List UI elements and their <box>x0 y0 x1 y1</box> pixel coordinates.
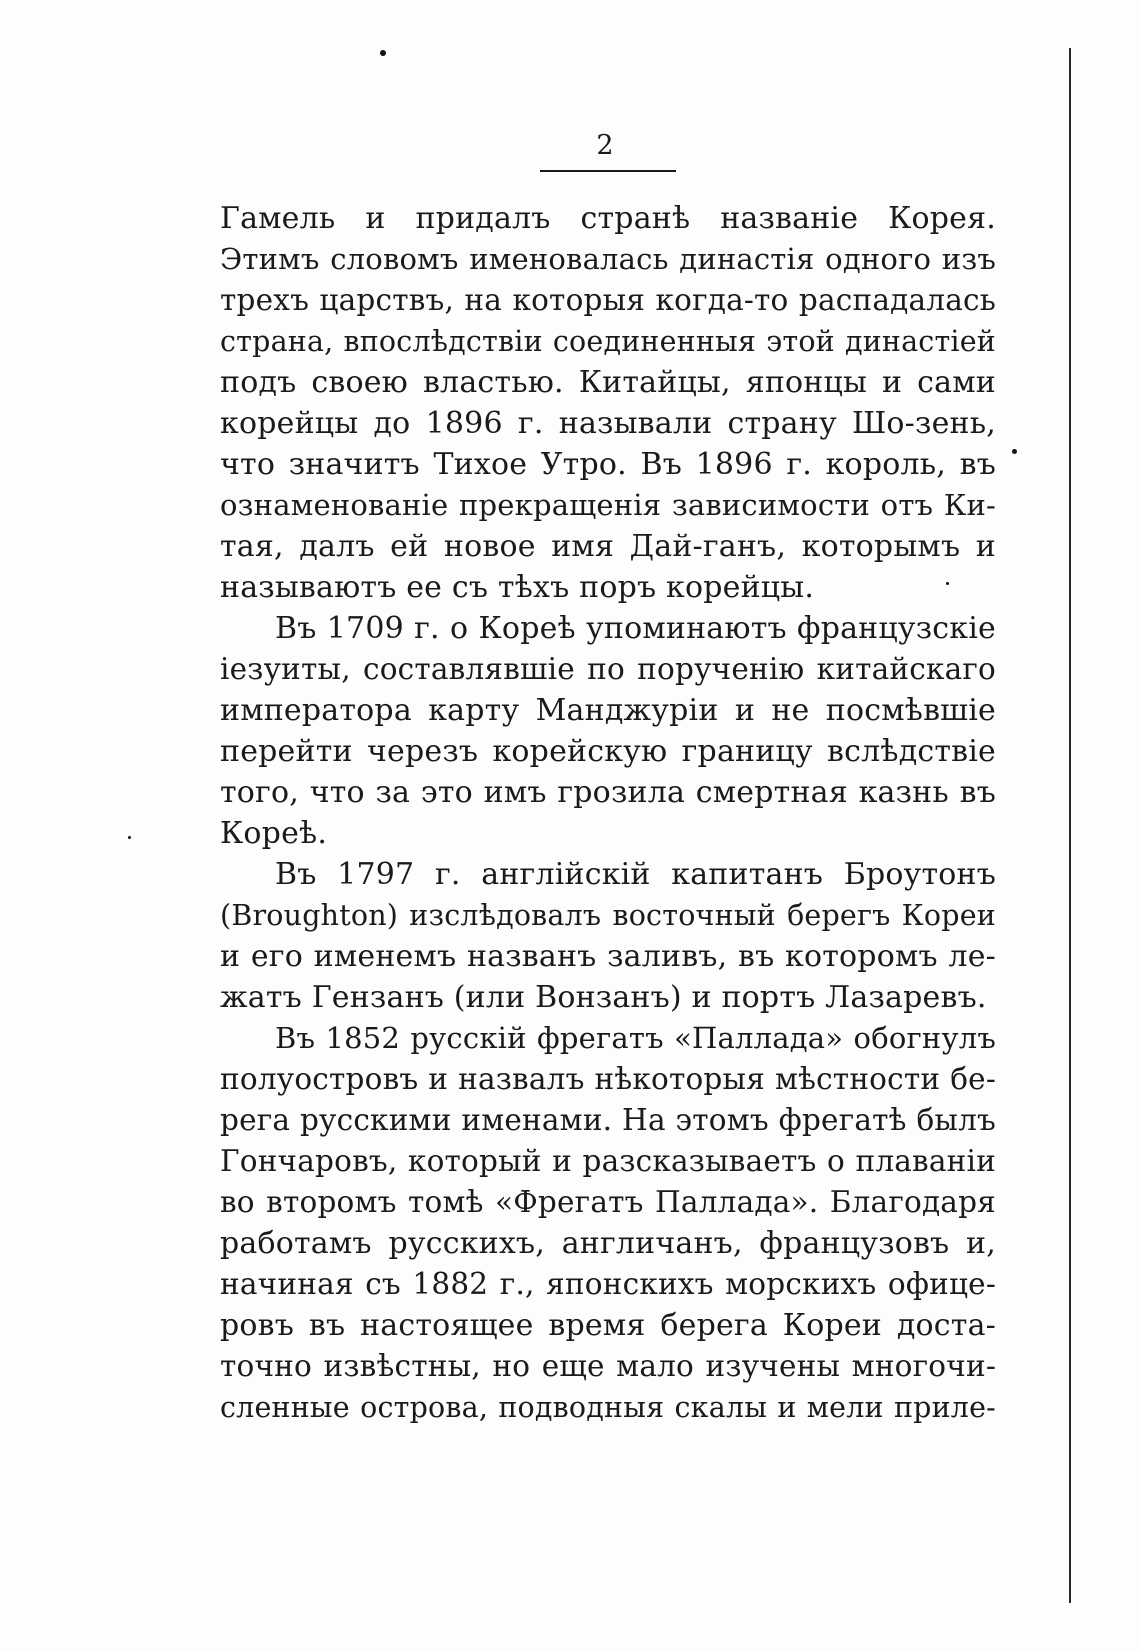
text-line: во второмъ томѣ «Фрегатъ Паллада». Благодаря <box>220 1185 996 1219</box>
text-line: перейти черезъ корейскую границу вслѣдствіе <box>220 734 996 769</box>
text-line: точно извѣстны, но еще мало изучены многочи- <box>220 1349 996 1383</box>
text-line: страна, впослѣдствіи соединенныя этой династіей <box>220 325 996 358</box>
text-line: Въ 1852 русскій фрегатъ «Паллада» обогнулъ <box>275 1021 996 1055</box>
body-text <box>220 198 996 1428</box>
page-number-rule <box>540 170 676 172</box>
print-speck <box>380 50 386 56</box>
text-line: Кореѣ. <box>220 816 328 851</box>
text-line: работамъ русскихъ, англичанъ, французовъ и, <box>220 1226 996 1261</box>
text-line: (Broughton) изслѣдовалъ восточный берегъ Кореи <box>220 899 996 932</box>
text-line: Въ 1797 г. англійскій капитанъ Броутонъ <box>275 857 996 892</box>
text-line: Этимъ словомъ именовалась династія одного изъ <box>220 242 996 276</box>
text-line: начиная съ 1882 г., японскихъ морскихъ офице- <box>220 1267 996 1301</box>
print-speck <box>1012 449 1017 454</box>
text-line: императора карту Манджуріи и не посмѣвшіе <box>220 693 996 728</box>
text-line: подъ своею властью. Китайцы, японцы и сами <box>220 365 996 400</box>
text-line: полуостровъ и назвалъ нѣкоторыя мѣстности бе- <box>220 1062 996 1096</box>
text-line: жатъ Гензанъ (или Вонзанъ) и портъ Лазаревъ. <box>220 980 987 1015</box>
page-number: 2 <box>596 130 614 161</box>
text-line: рега русскими именами. На этомъ фрегатѣ былъ <box>220 1103 996 1137</box>
text-line: корейцы до 1896 г. называли страну Шо-зень, <box>220 406 996 441</box>
page-edge-rule <box>1069 48 1071 1603</box>
text-line: Въ 1709 г. о Кореѣ упоминаютъ французскіе <box>275 611 996 646</box>
text-line: ровъ въ настоящее время берега Кореи доста- <box>220 1308 996 1343</box>
text-line: что значитъ Тихое Утро. Въ 1896 г. король, въ <box>220 447 996 482</box>
text-line: трехъ царствъ, на которыя когда-то распадалась <box>220 283 996 317</box>
text-line: іезуиты, составлявшіе по порученію китайскаго <box>220 652 996 686</box>
text-line: тая, далъ ей новое имя Дай-ганъ, которымъ и <box>220 529 996 564</box>
text-line: и его именемъ названъ заливъ, въ которомъ ле- <box>220 939 996 974</box>
text-line: того, что за это имъ грозила смертная казнь въ <box>220 775 996 810</box>
text-line: сленные острова, подводныя скалы и мели приле- <box>220 1391 996 1424</box>
text-line: Гамель и придалъ странѣ названіе Корея. <box>220 201 996 236</box>
text-line: называютъ ее съ тѣхъ поръ корейцы. <box>220 570 815 605</box>
text-line: ознаменованіе прекращенія зависимости отъ Ки- <box>220 488 996 522</box>
text-line: Гончаровъ, который и разсказываетъ о плаваніи <box>220 1144 996 1178</box>
print-speck <box>128 836 131 839</box>
